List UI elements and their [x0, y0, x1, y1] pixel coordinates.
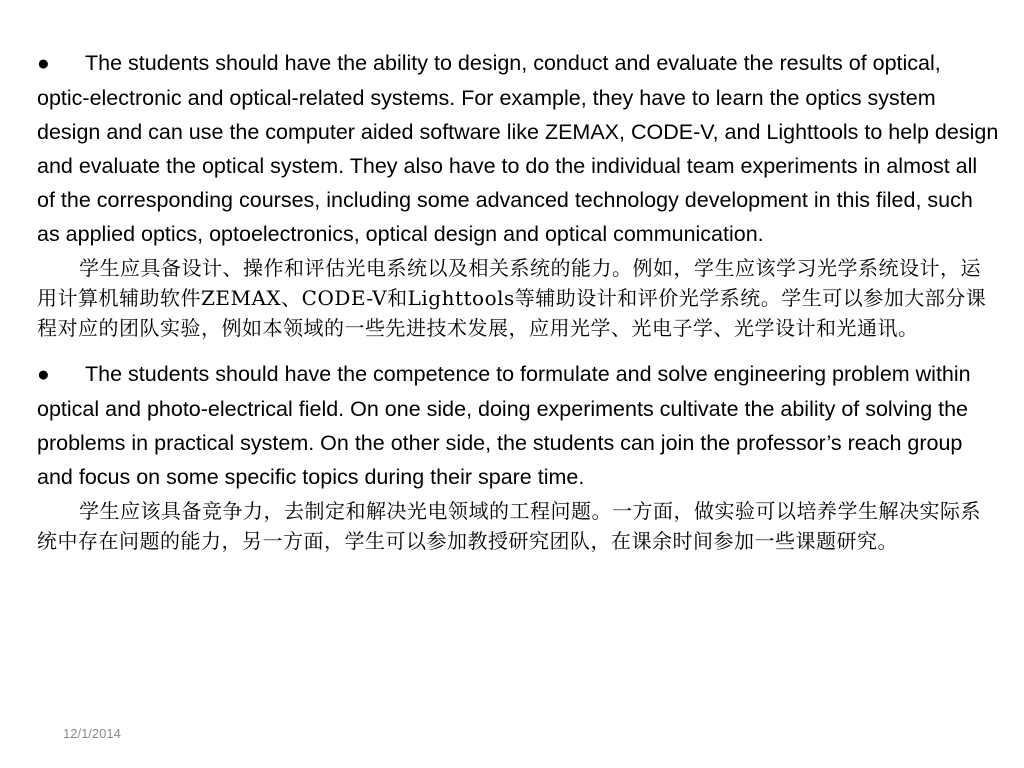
- bullet-dot-icon: ●: [37, 52, 50, 75]
- paragraph-1-chinese-text: 学生应具备设计、操作和评估光电系统以及相关系统的能力。例如，学生应该学习光学系统设计，运用计算机辅助软件ZEMAX、CODE-V和Lighttools等辅助设计和评价光学系统。学生可以参加大部分课程对应的团队实验，例如本领域的一些先进技术发展，应用光学、光电子学、光学设计和光通讯。: [37, 256, 987, 340]
- paragraph-gap: [37, 343, 999, 357]
- paragraph-2-english-text: The students should have the competence to formulate and solve engineering problem within optical and photo-electrical field. On one side, doing experiments cultivate the ability of solving the problems in practical system. On the other side, the students can join the professor’s reach group and focus on some specific topics during their spare time.: [37, 362, 971, 489]
- bullet-paragraph-1-english: [37, 46, 999, 251]
- paragraph-2-chinese-text: 学生应该具备竞争力，去制定和解决光电领域的工程问题。一方面，做实验可以培养学生解决实际系统中存在问题的能力，另一方面，学生可以参加教授研究团队，在课余时间参加一些课题研究。: [37, 499, 981, 553]
- paragraph-1-english-text: The students should have the ability to design, conduct and evaluate the results of optical, optic-electronic and optical-related systems. For example, they have to learn the optics system design and can use the computer aided software like ZEMAX, CODE-V, and Lighttools to help design and evaluate the optical system. They also have to do the individual team experiments in almost all of the corresponding courses, including some advanced technology development in this filed, such as applied optics, optoelectronics, optical design and optical communication.: [37, 51, 999, 246]
- slide-content: [37, 46, 999, 556]
- bullet-paragraph-2-english: [37, 357, 999, 494]
- footer-date: 12/1/2014: [63, 726, 121, 741]
- bullet-dot-icon: ●: [37, 363, 50, 386]
